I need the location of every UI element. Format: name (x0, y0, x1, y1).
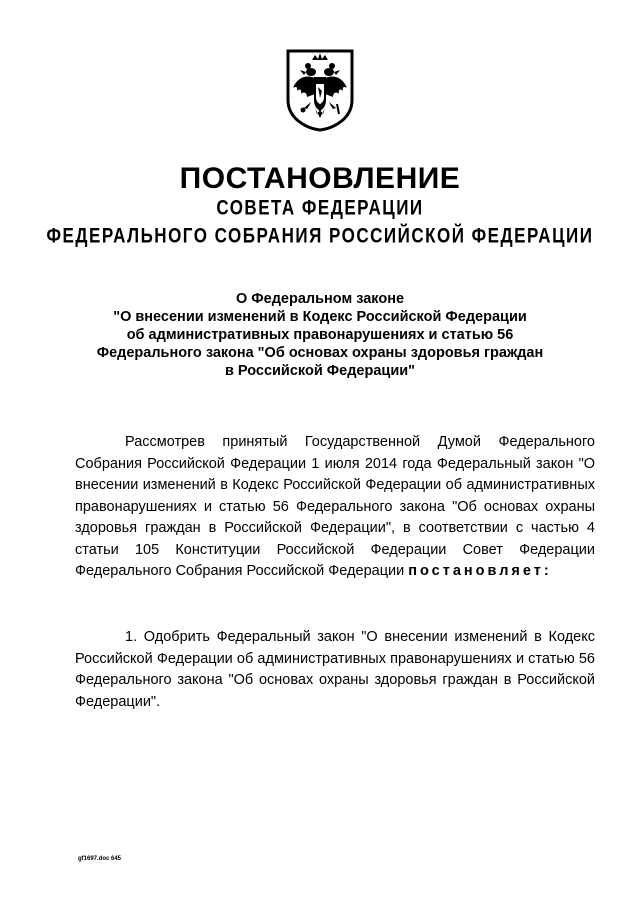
subject-line: Федерального закона "Об основах охраны здоровья граждан (96, 345, 544, 361)
preamble-paragraph (75, 432, 595, 583)
preamble-text: Рассмотрев принятый Государственной Думой Федерального Собрания Российской Федерации 1 июля 2014 года Федеральный закон "О внесении изменений в Кодекс Российской Федерации об административных правонарушениях и статью 56 Федерального закона "Об основах охраны здоровья граждан в Российской Федерации", в соответствии с частью 4 статьи 105 Конституции Российской Федерации Совет Федерации Федерального Собрания Российской Федерации (75, 434, 595, 579)
subject-line: об административных правонарушениях и статью 56 (126, 327, 514, 343)
russian-coat-of-arms-icon (285, 48, 355, 132)
file-reference: gf1697.doc 645 (78, 856, 122, 862)
resolves-keyword: постановляет: (408, 563, 552, 579)
issuer-line-2: ФЕДЕРАЛЬНОГО СОБРАНИЯ РОССИЙСКОЙ ФЕДЕРАЦИИ (46, 223, 594, 248)
document-title: ПОСТАНОВЛЕНИЕ (179, 162, 461, 195)
document-subject (60, 290, 580, 380)
subject-line: в Российской Федерации" (224, 363, 416, 379)
subject-line: "О внесении изменений в Кодекс Российской Федерации (113, 309, 527, 325)
issuer-line-1: СОВЕТА ФЕДЕРАЦИИ (216, 195, 424, 220)
resolution-item-1 (75, 627, 595, 713)
subject-line: О Федеральном законе (235, 291, 405, 307)
coat-of-arms-emblem (285, 48, 355, 132)
resolution-item-1-text: 1. Одобрить Федеральный закон "О внесении изменений в Кодекс Российской Федерации об административных правонарушениях и статью 56 Федерального закона "Об основах охраны здоровья граждан в Российской Федерации". (75, 629, 595, 710)
